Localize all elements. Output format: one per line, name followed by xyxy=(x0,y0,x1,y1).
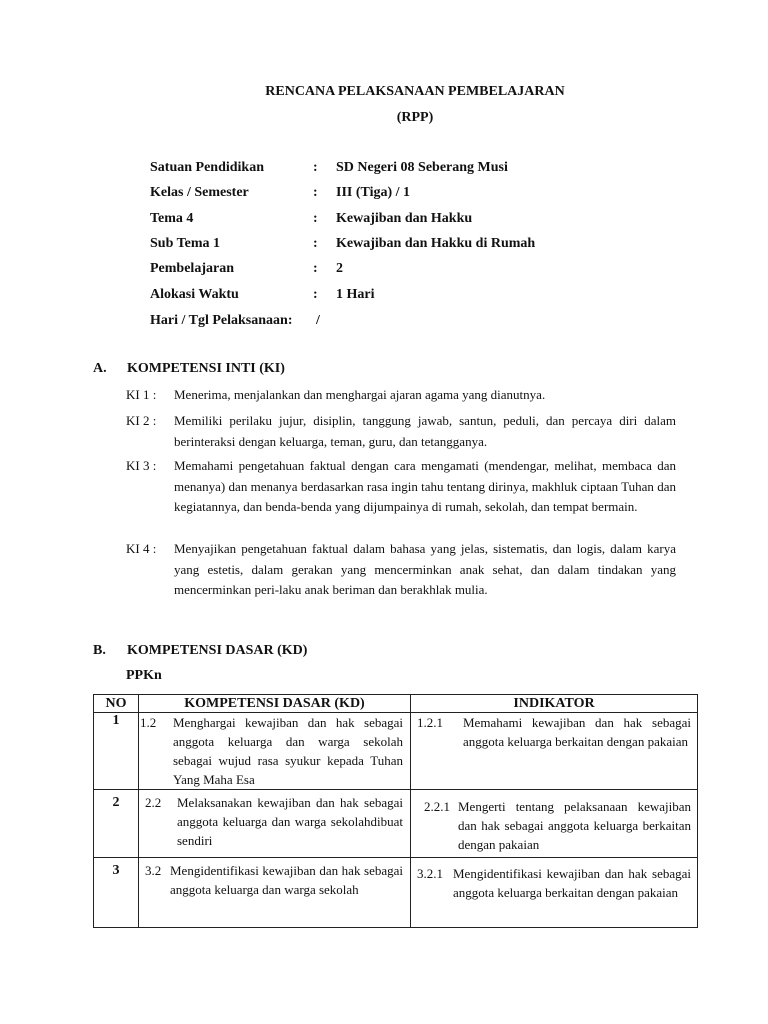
document-title: RENCANA PELAKSANAAN PEMBELAJARAN xyxy=(265,84,565,99)
header-kd: KOMPETENSI DASAR (KD) xyxy=(139,695,411,713)
info-value: 2 xyxy=(336,261,343,276)
info-label: Kelas / Semester xyxy=(150,185,249,200)
kd-text: Mengidentifikasi kewajiban dan hak sebagai anggota keluarga dan warga sekolah xyxy=(170,863,403,897)
info-colon: : xyxy=(313,236,318,251)
table-row xyxy=(94,790,698,858)
indikator-number: 3.2.1 xyxy=(417,866,443,881)
info-label: Pembelajaran xyxy=(150,261,234,276)
indikator-text: Memahami kewajiban dan hak sebagai anggota keluarga berkaitan dengan pakaian xyxy=(463,715,691,749)
table-row xyxy=(94,858,698,928)
indikator-number: 2.2.1 xyxy=(424,799,450,814)
table-header-row xyxy=(94,695,698,713)
info-slash: / xyxy=(316,313,320,328)
ki-code: KI 4 : xyxy=(126,541,157,556)
indikator-text: Mengidentifikasi kewajiban dan hak sebagai anggota keluarga berkaitan dengan pakaian xyxy=(453,866,691,900)
info-value: Kewajiban dan Hakku di Rumah xyxy=(336,236,536,251)
header-no: NO xyxy=(94,695,139,713)
info-colon: : xyxy=(313,211,318,226)
info-label: Sub Tema 1 xyxy=(150,236,221,251)
info-label: Alokasi Waktu xyxy=(150,287,239,302)
kd-number: 1.2 xyxy=(140,715,157,730)
section-letter: B. xyxy=(93,643,106,658)
row-number: 1 xyxy=(94,713,139,790)
ki-text: Menerima, menjalankan dan menghargai ajaran agama yang dianutnya. xyxy=(174,387,546,402)
indikator-cell xyxy=(411,790,698,858)
kd-number: 3.2 xyxy=(145,863,162,878)
indikator-text: Mengerti tentang pelaksanaan kewajiban dan hak sebagai anggota keluarga berkaitan dengan pakaian xyxy=(458,799,691,852)
kd-text: Melaksanakan kewajiban dan hak sebagai anggota keluarga dan warga sekolahdibuat sendiri xyxy=(177,795,403,848)
info-colon: : xyxy=(313,261,318,276)
section-letter: A. xyxy=(93,361,107,376)
indikator-cell xyxy=(411,858,698,928)
kd-cell xyxy=(139,790,411,858)
header-indikator: INDIKATOR xyxy=(411,695,698,713)
subject-label: PPKn xyxy=(126,668,162,683)
kd-table xyxy=(93,694,698,928)
ki-item-2 xyxy=(126,411,676,452)
ki-item-4 xyxy=(126,539,676,601)
info-value: III (Tiga) / 1 xyxy=(336,185,411,200)
ki-text: Memahami pengetahuan faktual dengan cara mengamati (mendengar, melihat, membaca dan menanya) dan menanya berdasarkan rasa ingin tahu tentang dirinya, makhluk ciptaan Tuhan dan kegiatannya, dan benda-benda yang dijumpainya di rumah, sekolah, dan tempat bermain. xyxy=(174,458,676,515)
info-value: Kewajiban dan Hakku xyxy=(336,211,473,226)
info-label: Tema 4 xyxy=(150,211,194,226)
indikator-number: 1.2.1 xyxy=(417,715,443,730)
ki-item-3 xyxy=(126,456,676,518)
kd-text: Menghargai kewajiban dan hak sebagai anggota keluarga dan warga sekolah sebagai wujud rasa syukur kepada Tuhan Yang Maha Esa xyxy=(173,715,403,787)
info-label: Hari / Tgl Pelaksanaan: xyxy=(150,313,293,328)
info-label: Satuan Pendidikan xyxy=(150,160,264,175)
row-number: 3 xyxy=(94,858,139,928)
ki-item-1 xyxy=(126,385,676,406)
ki-code: KI 2 : xyxy=(126,413,157,428)
info-value: 1 Hari xyxy=(336,287,375,302)
kd-cell xyxy=(139,858,411,928)
ki-text: Memiliki perilaku jujur, disiplin, tanggung jawab, santun, peduli, dan percaya diri dalam berinteraksi dengan keluarga, teman, guru, dan tetangganya. xyxy=(174,413,676,449)
ki-code: KI 3 : xyxy=(126,458,157,473)
section-title: KOMPETENSI INTI (KI) xyxy=(127,361,285,376)
indikator-cell xyxy=(411,713,698,790)
info-value: SD Negeri 08 Seberang Musi xyxy=(336,160,508,175)
kd-number: 2.2 xyxy=(145,795,162,810)
ki-code: KI 1 : xyxy=(126,387,157,402)
info-colon: : xyxy=(313,287,318,302)
info-colon: : xyxy=(313,160,318,175)
document-subtitle: (RPP) xyxy=(396,110,434,125)
section-title: KOMPETENSI DASAR (KD) xyxy=(127,643,308,658)
info-colon: : xyxy=(313,185,318,200)
ki-text: Menyajikan pengetahuan faktual dalam bahasa yang jelas, sistematis, dan logis, dalam karya yang estetis, dalam gerakan yang mencerminkan anak sehat, dan dalam tindakan yang mencerminkan peri-laku anak beriman dan berakhlak mulia. xyxy=(174,541,676,598)
kd-cell xyxy=(139,713,411,790)
table-row xyxy=(94,713,698,790)
row-number: 2 xyxy=(94,790,139,858)
